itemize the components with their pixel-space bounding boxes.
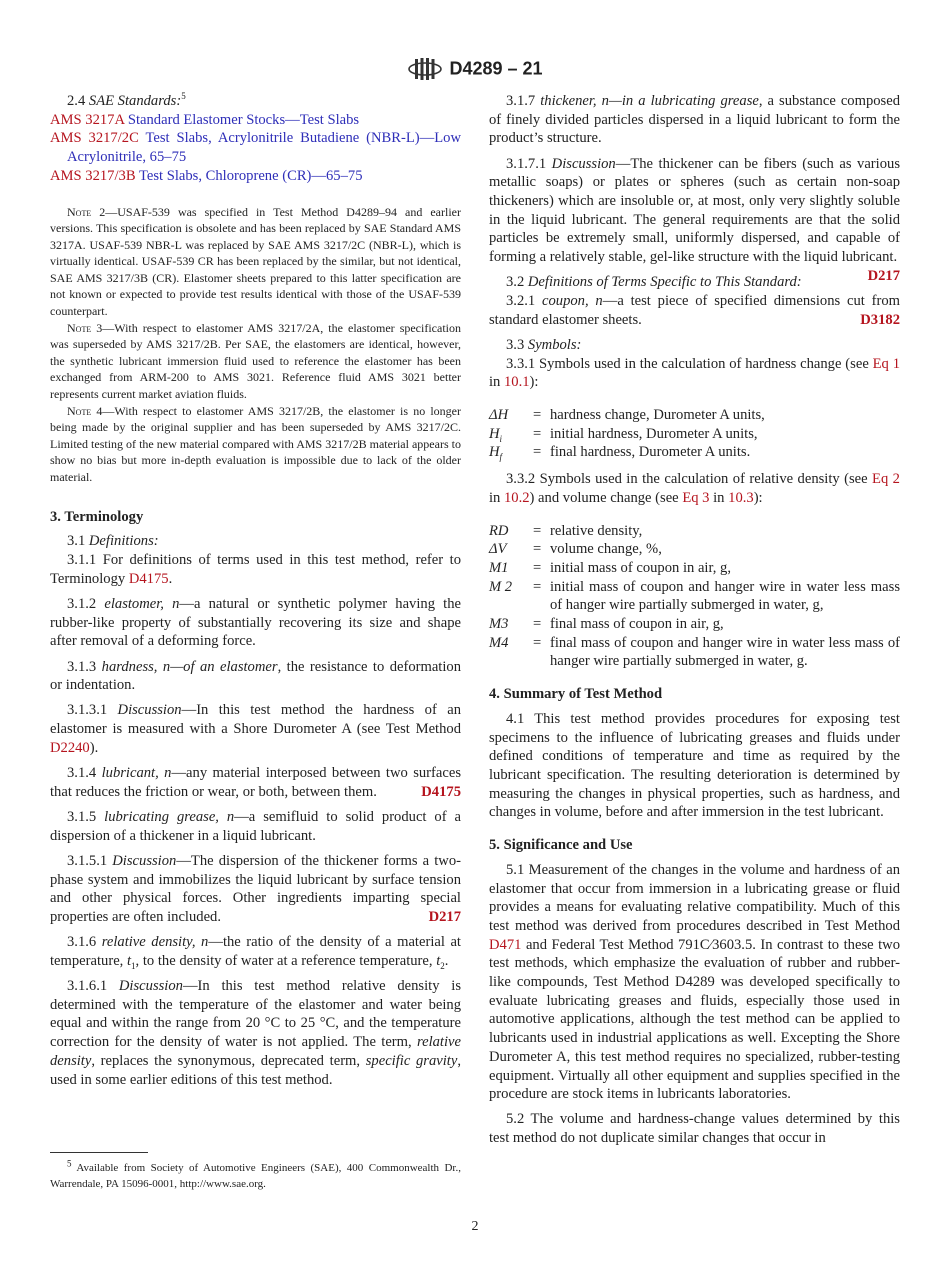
text-run: .	[168, 570, 173, 587]
text-run: Note	[67, 403, 92, 418]
text-run: volume change, %,	[550, 541, 662, 558]
text-run: ).	[89, 739, 99, 756]
equals-sign: =	[533, 407, 542, 424]
paragraph	[50, 320, 461, 403]
symbol-definition	[489, 406, 900, 425]
paragraph	[489, 336, 900, 355]
text-run: 3.1.7.1	[506, 155, 552, 172]
section-heading	[489, 836, 900, 855]
text-run: in	[489, 489, 504, 506]
text-run: 3.1.2	[67, 595, 105, 612]
symbol: ΔV	[489, 541, 507, 558]
text-run: relative density, n	[101, 934, 209, 951]
symbol-definition	[489, 443, 900, 462]
text-run: hardness change, Durometer A units,	[550, 407, 765, 424]
text-run: —a natural or synthetic polymer having the rubber-like property of substantially recovering its size and shape after removal of a deforming force.	[50, 595, 461, 650]
text-run: , to the density of water at a reference temperature,	[135, 952, 437, 969]
reference-link[interactable]: Test Slabs, Acrylonitrile Butadiene (NBR-L)—Low Acrylonitrile, 65–75	[67, 130, 461, 166]
text-run: 5. Significance and Use	[489, 837, 633, 854]
text-run: initial mass of coupon and hanger wire in water less mass of hanger wire partially submerged in water, g,	[550, 578, 900, 614]
text-run: 3.1.1 For definitions of terms used in this test method, refer to Terminology	[50, 552, 461, 587]
paragraph	[489, 92, 900, 148]
symbol: M 2	[489, 578, 513, 595]
text-run: Discussion	[551, 155, 616, 172]
symbol-definition	[489, 578, 900, 615]
symbol-definition	[489, 540, 900, 559]
symbol: ΔH	[489, 407, 509, 424]
footnote-ref[interactable]: 5	[181, 91, 186, 102]
text-run: thickener, n—in a lubricating grease	[540, 93, 759, 109]
right-column	[489, 92, 900, 1154]
text-run: —a semifluid to solid product of a dispersion of a thickener in a liquid lubricant.	[50, 808, 461, 844]
paragraph	[489, 273, 900, 292]
text-run: ):	[529, 374, 539, 391]
reference-link[interactable]: 10.3	[728, 489, 754, 506]
reference-link[interactable]: AMS 3217/2C	[50, 130, 139, 147]
text-run: , replaces the synonymous, deprecated term,	[91, 1052, 366, 1069]
text-run: final mass of coupon in air, g,	[550, 616, 724, 633]
astm-logo-icon	[407, 56, 443, 82]
equals-sign: =	[533, 541, 542, 558]
text-run: elastomer, n	[104, 595, 180, 612]
text-run: 3.1.6.1	[67, 978, 119, 995]
text-run: —any material interposed between two surfaces that reduces the friction or wear, or both, between them.	[50, 765, 462, 800]
text-run: 3.3.2 Symbols used in the calculation of relative density (see	[506, 471, 873, 488]
text-run: —The thickener can be fibers (such as various metallic soaps) or plates or spheres (such as certain non-soap thickeners) which are insoluble or, at most, only very slightly soluble in the liquid lubricant. The general requirements are that the solid particles be extremely small, uniformly dispersed, and capable of forming a relatively stable, gel-like structure with the liquid lubricant.	[489, 155, 900, 266]
reference-link[interactable]: 10.2	[504, 489, 530, 506]
text-run: ):	[753, 489, 763, 506]
text-run: 5.2 The volume and hardness-change values determined by this test method do not duplicate similar changes that occur in	[489, 1111, 900, 1147]
text-run: Symbols:	[527, 336, 582, 353]
section-heading	[50, 129, 461, 166]
reference-link[interactable]: Eq 3	[682, 489, 710, 506]
text-run: 4. Summary of Test Method	[489, 686, 663, 703]
text-run: —In this test method relative density is determined with the temperature of the elastomer and water being equal and within the range from 20 °C to 25 °C, and the temperature correction for the density of water is not applied. The term,	[50, 978, 461, 1051]
paragraph	[50, 204, 461, 320]
text-run: 3.1.6	[67, 934, 102, 951]
section-heading	[489, 685, 900, 704]
text-run: Note	[67, 320, 92, 335]
text-run: 3.3.1 Symbols used in the calculation of hardness change (see	[506, 355, 873, 372]
text-run: , a substance composed of finely divided particles dispersed in a liquid lubricant to form the product’s structure.	[489, 93, 901, 147]
paragraph	[50, 701, 461, 757]
text-run: t	[126, 952, 132, 969]
paragraph	[489, 710, 900, 822]
footnote-text: Available from Society of Automotive Engineers (SAE), 400 Commonwealth Dr., Warrendale, PA 15096-0001, http://www.sae.org.	[50, 1162, 461, 1190]
equals-sign: =	[533, 559, 542, 576]
source-reference-link[interactable]: D3182	[860, 311, 900, 328]
footnote-divider	[50, 1152, 148, 1153]
text-run: relative density,	[550, 522, 643, 539]
symbol-definition	[489, 615, 900, 634]
symbol-subscript: f	[499, 452, 503, 463]
text-run: Discussion	[112, 852, 177, 869]
reference-link[interactable]: AMS 3217/3B	[50, 167, 136, 184]
reference-link[interactable]: Standard Elastomer Stocks—Test Slabs	[127, 111, 360, 128]
paragraph	[489, 292, 900, 329]
subscript: 1	[131, 960, 136, 971]
symbol-definition	[489, 634, 900, 671]
text-run: 3.2	[506, 274, 528, 291]
paragraph	[50, 933, 461, 970]
text-run: .	[444, 952, 449, 969]
footnote-marker: 5	[67, 1158, 72, 1169]
text-run: 4.1 This test method provides procedures for exposing test specimens to the influence of lubricating greases and fluids under defined conditions of temperature and time as required by the lubricant specification. The resulting deterioration is determined by measuring the changes in physical properties, such as hardness, and changes in volume, before and after immersion in the test lubricant.	[489, 710, 900, 821]
paragraph	[50, 658, 461, 695]
text-run: —a test piece of specified dimensions cut from standard elastomer sheets.	[489, 293, 900, 328]
source-reference-link[interactable]: D217	[867, 267, 900, 284]
text-run: final mass of coupon and hanger wire in water less mass of hanger wire partially submerged in water, g.	[550, 634, 900, 670]
text-run: 3.1.5.1	[67, 852, 113, 869]
text-run: 3.1.3	[67, 658, 102, 675]
text-run: SAE Standards:	[88, 93, 182, 109]
page-header	[0, 56, 950, 82]
text-run: lubricant, n	[101, 765, 172, 782]
text-run: t	[436, 952, 441, 969]
text-run: , the resistance to deformation or indentation.	[50, 658, 462, 694]
text-run: 3. Terminology	[50, 508, 144, 525]
paragraph	[50, 595, 461, 651]
section-heading	[50, 508, 461, 527]
page-number: 2	[471, 1219, 479, 1234]
text-run: lubricating grease, n	[104, 808, 235, 825]
symbol-subscript: i	[499, 433, 503, 444]
text-run: coupon, n	[542, 293, 603, 310]
text-run: —In this test method the hardness of an elastomer is measured with a Shore Durometer A (see Test Method	[50, 702, 462, 738]
paragraph	[50, 403, 461, 486]
symbol: RD	[489, 522, 509, 539]
paragraph	[50, 92, 461, 111]
text-run: 3.1.4	[67, 765, 102, 782]
text-run: 4—With respect to elastomer AMS 3217/2B, the elastomer is no longer being made by the original supplier and has been superseded by AMS 3217/2C. Limited testing of the new material compared with AMS 3217/2B material appears to show no bias but more in-depth evaluation is impossible due to lack of the older material.	[50, 403, 461, 485]
text-run: in	[489, 374, 504, 391]
document-designation: D4289 – 21	[449, 58, 543, 79]
reference-link[interactable]: Test Slabs, Chloroprene (CR)—65–75	[138, 167, 363, 184]
paragraph	[489, 1110, 900, 1147]
text-run: and Federal Test Method 791C⁄3603.5. In contrast to these two test methods, which emphasize the evaluation of rubber and rubber-like compounds, Test Method D4289 was developed specifically to evaluate lubricating greases and fluids, especially those used in automotive applications, although the test method can be applied to lubricants used in industrial applications as well. Excepting the Shore Durometer A, this test method requires no specialized, rubber-testing equipment. Virtually all other equipment and supplies specified in the procedure are stock items in lubricants laboratories.	[489, 936, 900, 1103]
section-heading	[50, 111, 461, 130]
reference-link[interactable]: D2240	[50, 739, 90, 756]
text-run: in	[709, 489, 729, 506]
footnote	[50, 1158, 461, 1192]
text-run: 5.1 Measurement of the changes in the volume and hardness of an elastomer that occur from immersion in a lubricating grease or fluid provides a means for evaluating relative compatibility. Much of this test method was derived from procedures described in Test Method	[489, 861, 900, 934]
paragraph	[50, 532, 461, 551]
paragraph	[489, 355, 900, 392]
text-run: specific gravity	[365, 1052, 458, 1069]
text-run: Discussion	[118, 978, 183, 995]
text-run: Note	[67, 204, 92, 219]
paragraph	[50, 551, 461, 588]
text-run: relative density	[50, 1034, 461, 1069]
paragraph	[489, 861, 900, 1104]
symbol: M3	[489, 616, 509, 633]
symbol: M1	[489, 559, 509, 576]
text-run: 3.1.7	[506, 93, 541, 109]
paragraph	[489, 470, 900, 507]
text-run: hardness, n—of an elastomer	[101, 658, 278, 675]
symbol: M4	[489, 634, 509, 651]
reference-link[interactable]: Eq 2	[872, 471, 900, 488]
symbol: $H_f$	[489, 444, 503, 463]
reference-link[interactable]: D471	[489, 936, 522, 953]
subscript: 2	[440, 960, 445, 971]
symbol-definition	[489, 559, 900, 578]
text-run: 3.2.1	[506, 293, 542, 310]
symbol-definition	[489, 522, 900, 541]
paragraph	[50, 977, 461, 1089]
left-column-body	[50, 92, 461, 1096]
equals-sign: =	[533, 616, 542, 633]
text-run: Discussion	[117, 702, 182, 719]
paragraph	[50, 852, 461, 927]
text-run: Definitions of Terms Specific to This Standard:	[527, 274, 802, 291]
reference-link[interactable]: 10.1	[504, 374, 530, 391]
reference-link[interactable]: AMS 3217A	[50, 111, 125, 128]
text-run: ) and volume change (see	[529, 489, 683, 506]
equals-sign: =	[533, 425, 542, 442]
equals-sign: =	[533, 578, 542, 595]
text-run: 3.1.5	[67, 808, 105, 825]
text-run: —The dispersion of the thickener forms a two-phase system and immobilizes the liquid lubricant by surface tension and other physical forces. Other ingredients imparting special properties are often included.	[50, 852, 462, 925]
text-run: initial hardness, Durometer A units,	[550, 425, 758, 442]
text-run: final hardness, Durometer A units.	[550, 444, 751, 461]
text-run: —the ratio of the density of a material at temperature,	[50, 934, 461, 969]
reference-link[interactable]: D4175	[128, 570, 169, 587]
symbol-definition	[489, 425, 900, 444]
text-run: 3—With respect to elastomer AMS 3217/2A, the elastomer specification was superseded by AMS 3217/2B. Per SAE, the elastomers are identical, however, the synthetic lubricant immersion fluid used to reference the elastomer has been exchanged from ARM-200 to AMS 3021. Reference fluid AMS 3021 better represents current market aviation fluids.	[50, 320, 461, 402]
equals-sign: =	[533, 444, 542, 461]
symbol: $H_i$	[489, 425, 503, 444]
footnote-area	[50, 1138, 461, 1192]
text-run: initial mass of coupon in air, g,	[550, 559, 731, 576]
text-run: 3.1.3.1	[67, 702, 118, 719]
section-heading	[50, 167, 461, 186]
text-run: 3.3	[506, 336, 528, 353]
paragraph	[50, 764, 461, 801]
equals-sign: =	[533, 522, 542, 539]
left-column	[50, 92, 461, 1192]
text-run: , used in some earlier editions of this test method.	[50, 1052, 461, 1088]
reference-link[interactable]: Eq 1	[872, 355, 900, 372]
text-run: 3.1	[67, 533, 89, 550]
text-run: Definitions:	[88, 533, 159, 550]
source-reference-link[interactable]: D217	[428, 908, 461, 925]
text-run: 2—USAF-539 was specified in Test Method D4289–94 and earlier versions. This specification is obsolete and has been replaced by SAE Standard AMS 3217A. USAF-539 NBR-L was replaced by SAE AMS 3217/2C (NBR-L), which is virtually identical. USAF-539 CR has been replaced by the similar, but not identical, SAE AMS 3217/3B (CR). Elastomer sheets prepared to this latter specification are not known or expected to provide test results identical with those of the USAF-539 counterpart.	[50, 204, 461, 319]
text-run: 2.4	[67, 93, 89, 109]
equals-sign: =	[533, 634, 542, 651]
paragraph	[50, 808, 461, 845]
source-reference-link[interactable]: D4175	[421, 783, 461, 800]
